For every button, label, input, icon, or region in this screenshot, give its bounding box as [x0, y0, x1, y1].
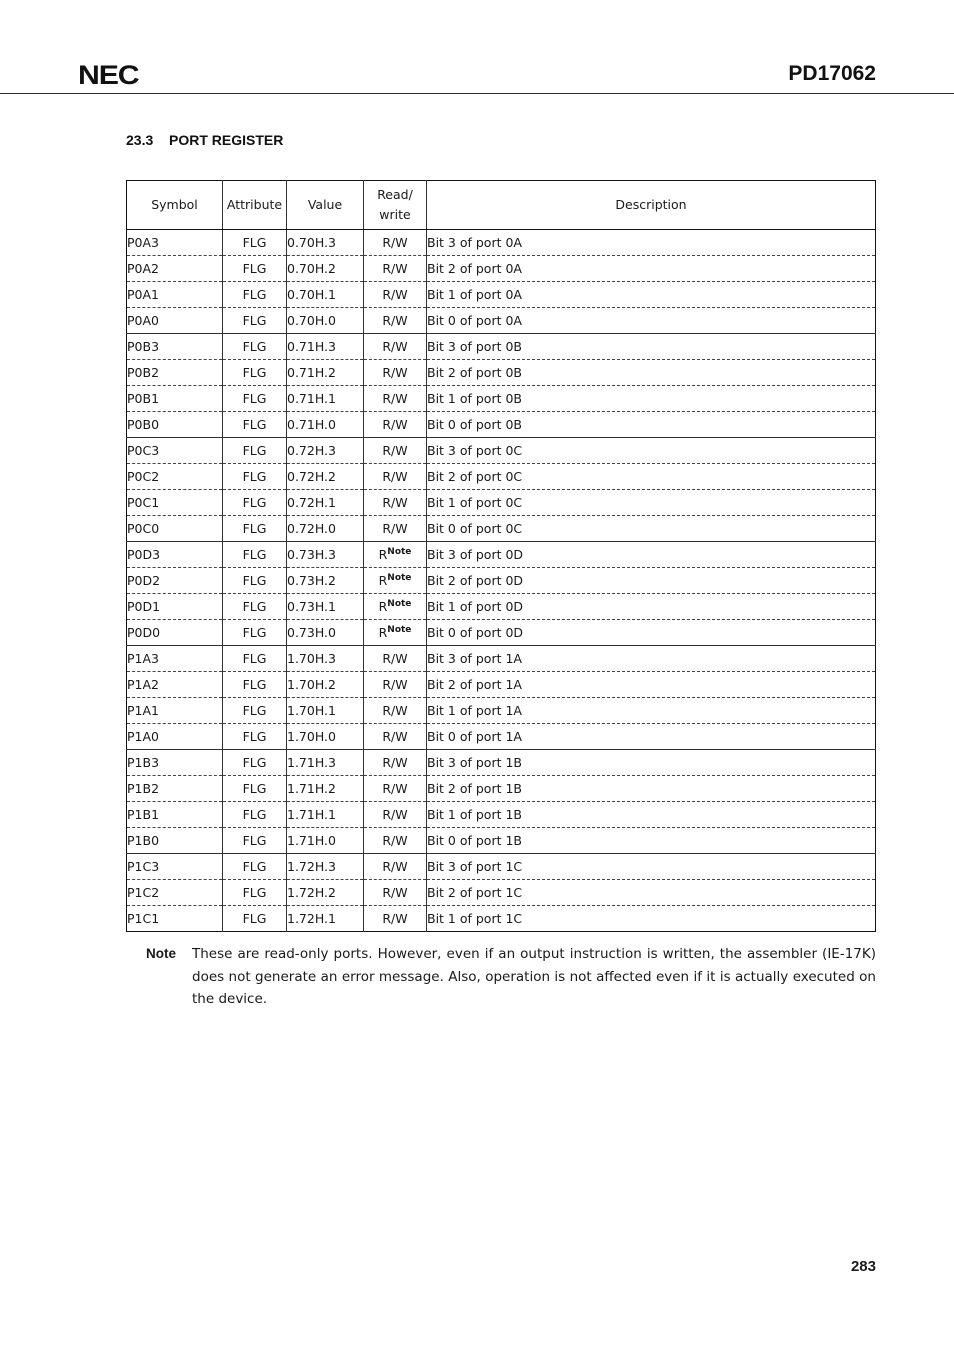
- cell-description: Bit 1 of port 1A: [427, 698, 876, 724]
- rw-text: R/W: [382, 521, 408, 536]
- cell-symbol: P0C3: [127, 438, 223, 464]
- cell-value: 0.71H.2: [287, 360, 364, 386]
- cell-read-write: [364, 256, 427, 282]
- cell-attribute: FLG: [223, 438, 287, 464]
- header-divider: [0, 93, 954, 94]
- cell-attribute: FLG: [223, 698, 287, 724]
- cell-value: 1.71H.1: [287, 802, 364, 828]
- table-row: [127, 880, 876, 906]
- cell-value: 0.71H.0: [287, 412, 364, 438]
- table-row: [127, 802, 876, 828]
- table-row: [127, 672, 876, 698]
- cell-attribute: FLG: [223, 620, 287, 646]
- cell-attribute: FLG: [223, 282, 287, 308]
- cell-attribute: FLG: [223, 802, 287, 828]
- note-reference: Note: [387, 573, 412, 583]
- page-number: 283: [850, 1258, 876, 1275]
- cell-attribute: FLG: [223, 724, 287, 750]
- table-row: [127, 412, 876, 438]
- header-symbol: Symbol: [127, 181, 223, 230]
- rw-text: R/W: [382, 495, 408, 510]
- rw-text: R/W: [382, 417, 408, 432]
- rw-text: R: [378, 573, 388, 588]
- table-row: [127, 854, 876, 880]
- table-row: [127, 282, 876, 308]
- cell-read-write: [364, 282, 427, 308]
- cell-value: 1.72H.2: [287, 880, 364, 906]
- cell-attribute: FLG: [223, 750, 287, 776]
- cell-symbol: P0B3: [127, 334, 223, 360]
- cell-read-write: [364, 698, 427, 724]
- cell-symbol: P0B0: [127, 412, 223, 438]
- cell-value: 0.72H.0: [287, 516, 364, 542]
- cell-description: Bit 1 of port 0A: [427, 282, 876, 308]
- cell-read-write: [364, 854, 427, 880]
- cell-value: 0.72H.3: [287, 438, 364, 464]
- rw-text: R/W: [382, 469, 408, 484]
- cell-read-write: [364, 750, 427, 776]
- cell-read-write: [364, 334, 427, 360]
- table-row: [127, 230, 876, 256]
- rw-text: R/W: [382, 781, 408, 796]
- cell-read-write: [364, 516, 427, 542]
- cell-description: Bit 1 of port 0B: [427, 386, 876, 412]
- cell-attribute: FLG: [223, 386, 287, 412]
- rw-text: R/W: [382, 859, 408, 874]
- rw-text: R/W: [382, 313, 408, 328]
- cell-symbol: P0C2: [127, 464, 223, 490]
- cell-description: Bit 1 of port 0D: [427, 594, 876, 620]
- cell-symbol: P1B2: [127, 776, 223, 802]
- table-row: [127, 698, 876, 724]
- cell-read-write: [364, 594, 427, 620]
- cell-description: Bit 0 of port 1A: [427, 724, 876, 750]
- header-description: Description: [427, 181, 876, 230]
- cell-description: Bit 3 of port 0B: [427, 334, 876, 360]
- cell-attribute: FLG: [223, 542, 287, 568]
- rw-text: R/W: [382, 365, 408, 380]
- rw-text: R/W: [382, 287, 408, 302]
- cell-description: Bit 3 of port 1A: [427, 646, 876, 672]
- cell-description: Bit 2 of port 0B: [427, 360, 876, 386]
- table-row: [127, 750, 876, 776]
- header-read-write: Read/ write: [364, 181, 427, 230]
- cell-value: 0.70H.2: [287, 256, 364, 282]
- table-row: [127, 620, 876, 646]
- cell-attribute: FLG: [223, 464, 287, 490]
- cell-symbol: P0D0: [127, 620, 223, 646]
- rw-text: R/W: [382, 729, 408, 744]
- cell-symbol: P0D3: [127, 542, 223, 568]
- nec-logo: NEC: [78, 60, 139, 90]
- cell-attribute: FLG: [223, 594, 287, 620]
- cell-attribute: FLG: [223, 516, 287, 542]
- cell-description: Bit 2 of port 0D: [427, 568, 876, 594]
- cell-read-write: [364, 776, 427, 802]
- cell-attribute: FLG: [223, 230, 287, 256]
- cell-attribute: FLG: [223, 308, 287, 334]
- cell-read-write: [364, 490, 427, 516]
- cell-attribute: FLG: [223, 672, 287, 698]
- cell-value: 0.71H.1: [287, 386, 364, 412]
- note-reference: Note: [387, 599, 412, 609]
- section-heading: [126, 132, 283, 148]
- table-row: [127, 828, 876, 854]
- cell-description: Bit 0 of port 1B: [427, 828, 876, 854]
- note-text: These are read-only ports. However, even if an output instruction is written, the assembler (IE-17K) does not generate an error message. Also, operation is not affected even if it is actually executed on the device.: [192, 946, 876, 1007]
- cell-read-write: [364, 620, 427, 646]
- rw-text: R/W: [382, 235, 408, 250]
- cell-read-write: [364, 568, 427, 594]
- table-body: [127, 230, 876, 932]
- cell-symbol: P1C1: [127, 906, 223, 932]
- cell-symbol: P0D2: [127, 568, 223, 594]
- cell-read-write: [364, 802, 427, 828]
- rw-text: R: [378, 599, 388, 614]
- cell-symbol: P0C0: [127, 516, 223, 542]
- table-row: [127, 542, 876, 568]
- cell-read-write: [364, 464, 427, 490]
- rw-text: R: [378, 547, 388, 562]
- cell-attribute: FLG: [223, 906, 287, 932]
- cell-attribute: FLG: [223, 490, 287, 516]
- cell-description: Bit 1 of port 1C: [427, 911, 523, 926]
- table-row: [127, 594, 876, 620]
- note-block: [146, 943, 876, 1011]
- table-row: [127, 360, 876, 386]
- cell-value: 1.70H.1: [287, 698, 364, 724]
- cell-value: 0.72H.1: [287, 490, 364, 516]
- cell-value: 1.70H.2: [287, 672, 364, 698]
- cell-value: 1.72H.3: [287, 854, 364, 880]
- cell-attribute: FLG: [223, 334, 287, 360]
- cell-symbol: P1A0: [127, 724, 223, 750]
- rw-text: R/W: [382, 651, 408, 666]
- cell-value: 0.71H.3: [287, 334, 364, 360]
- cell-read-write: [364, 906, 427, 932]
- cell-read-write: [364, 724, 427, 750]
- rw-text: R/W: [382, 755, 408, 770]
- cell-attribute: FLG: [223, 880, 287, 906]
- cell-description: Bit 0 of port 0D: [427, 620, 876, 646]
- cell-symbol: P0B1: [127, 386, 223, 412]
- cell-attribute: FLG: [223, 646, 287, 672]
- note-label: Note: [146, 946, 176, 961]
- cell-read-write: [364, 438, 427, 464]
- table-row: [127, 516, 876, 542]
- rw-text: R/W: [382, 261, 408, 276]
- rw-text: R/W: [382, 339, 408, 354]
- section-number: 23.3: [126, 132, 154, 148]
- table-row: [127, 776, 876, 802]
- cell-value: 0.73H.2: [287, 568, 364, 594]
- rw-text: R/W: [382, 677, 408, 692]
- cell-read-write: [364, 646, 427, 672]
- cell-read-write: [364, 412, 427, 438]
- cell-read-write: [364, 880, 427, 906]
- cell-description: Bit 3 of port 0C: [427, 438, 876, 464]
- cell-read-write: [364, 360, 427, 386]
- cell-symbol: P1B1: [127, 802, 223, 828]
- cell-value: 1.71H.3: [287, 750, 364, 776]
- cell-value: 0.73H.3: [287, 542, 364, 568]
- rw-text: R: [378, 625, 388, 640]
- cell-description: Bit 2 of port 1A: [427, 672, 876, 698]
- cell-value: 0.72H.2: [287, 464, 364, 490]
- cell-read-write: [364, 386, 427, 412]
- table-row: [127, 256, 876, 282]
- rw-text: R/W: [382, 807, 408, 822]
- table-row: [127, 724, 876, 750]
- rw-text: R/W: [382, 391, 408, 406]
- table-row: [127, 438, 876, 464]
- cell-value: 0.70H.3: [287, 230, 364, 256]
- cell-attribute: FLG: [223, 854, 287, 880]
- cell-read-write: [364, 230, 427, 256]
- table-row: [127, 386, 876, 412]
- cell-description: Bit 2 of port 0C: [427, 464, 876, 490]
- table-row: [127, 646, 876, 672]
- cell-symbol: P1A1: [127, 698, 223, 724]
- table-row: [127, 334, 876, 360]
- cell-value: 0.70H.0: [287, 308, 364, 334]
- cell-attribute: FLG: [223, 828, 287, 854]
- header-value: Value: [287, 181, 364, 230]
- cell-description: Bit 0 of port 0A: [427, 308, 876, 334]
- rw-text: R/W: [382, 443, 408, 458]
- table-row: [127, 308, 876, 334]
- note-reference: Note: [387, 547, 412, 557]
- cell-description: Bit 3 of port 0D: [427, 542, 876, 568]
- cell-symbol: P1B3: [127, 750, 223, 776]
- cell-symbol: P0A1: [127, 282, 223, 308]
- cell-description: Bit 3 of port 1C: [427, 854, 876, 880]
- cell-attribute: FLG: [223, 568, 287, 594]
- document-id: PD17062: [788, 62, 876, 85]
- cell-symbol: P0A3: [127, 230, 223, 256]
- cell-symbol: P1A2: [127, 672, 223, 698]
- cell-symbol: P0A0: [127, 308, 223, 334]
- cell-symbol: P0B2: [127, 360, 223, 386]
- cell-symbol: P0C1: [127, 490, 223, 516]
- cell-description: Bit 1 of port 1B: [427, 802, 876, 828]
- cell-attribute: FLG: [223, 256, 287, 282]
- cell-description: Bit 2 of port 1B: [427, 776, 876, 802]
- table-row: [127, 568, 876, 594]
- cell-symbol: P1C3: [127, 854, 223, 880]
- cell-description: Bit 0 of port 0C: [427, 516, 876, 542]
- table-row: [127, 490, 876, 516]
- cell-symbol: P0D1: [127, 594, 223, 620]
- section-title: PORT REGISTER: [169, 132, 284, 148]
- rw-text: R/W: [382, 885, 408, 900]
- cell-value: 1.71H.0: [287, 828, 364, 854]
- cell-read-write: [364, 308, 427, 334]
- cell-value: 1.72H.1: [287, 906, 364, 932]
- note-reference: Note: [387, 625, 412, 635]
- cell-attribute: FLG: [223, 776, 287, 802]
- cell-description: Bit 2 of port 1C: [427, 880, 876, 906]
- cell-value: 0.73H.0: [287, 620, 364, 646]
- table-row: [127, 906, 876, 932]
- cell-read-write: [364, 542, 427, 568]
- cell-value: 1.71H.2: [287, 776, 364, 802]
- rw-text: R/W: [382, 911, 408, 926]
- cell-attribute: FLG: [223, 412, 287, 438]
- table-row: [127, 464, 876, 490]
- cell-symbol: P1C2: [127, 880, 223, 906]
- cell-value: 1.70H.0: [287, 724, 364, 750]
- table-header-row: [127, 181, 876, 230]
- cell-symbol: P1B0: [127, 828, 223, 854]
- cell-description: Bit 0 of port 0B: [427, 412, 876, 438]
- port-register-table: [126, 180, 876, 932]
- cell-symbol: P1A3: [127, 646, 223, 672]
- cell-description: Bit 1 of port 0C: [427, 490, 876, 516]
- cell-attribute: FLG: [223, 360, 287, 386]
- cell-description: Bit 2 of port 0A: [427, 256, 876, 282]
- header-attribute: Attribute: [223, 181, 287, 230]
- cell-value: 0.73H.1: [287, 594, 364, 620]
- cell-value: 0.70H.1: [287, 282, 364, 308]
- cell-symbol: P0A2: [127, 256, 223, 282]
- cell-value: 1.70H.3: [287, 646, 364, 672]
- cell-description: Bit 3 of port 1B: [427, 750, 876, 776]
- rw-text: R/W: [382, 703, 408, 718]
- cell-description: Bit 3 of port 0A: [427, 230, 876, 256]
- cell-read-write: [364, 828, 427, 854]
- cell-read-write: [364, 672, 427, 698]
- rw-text: R/W: [382, 833, 408, 848]
